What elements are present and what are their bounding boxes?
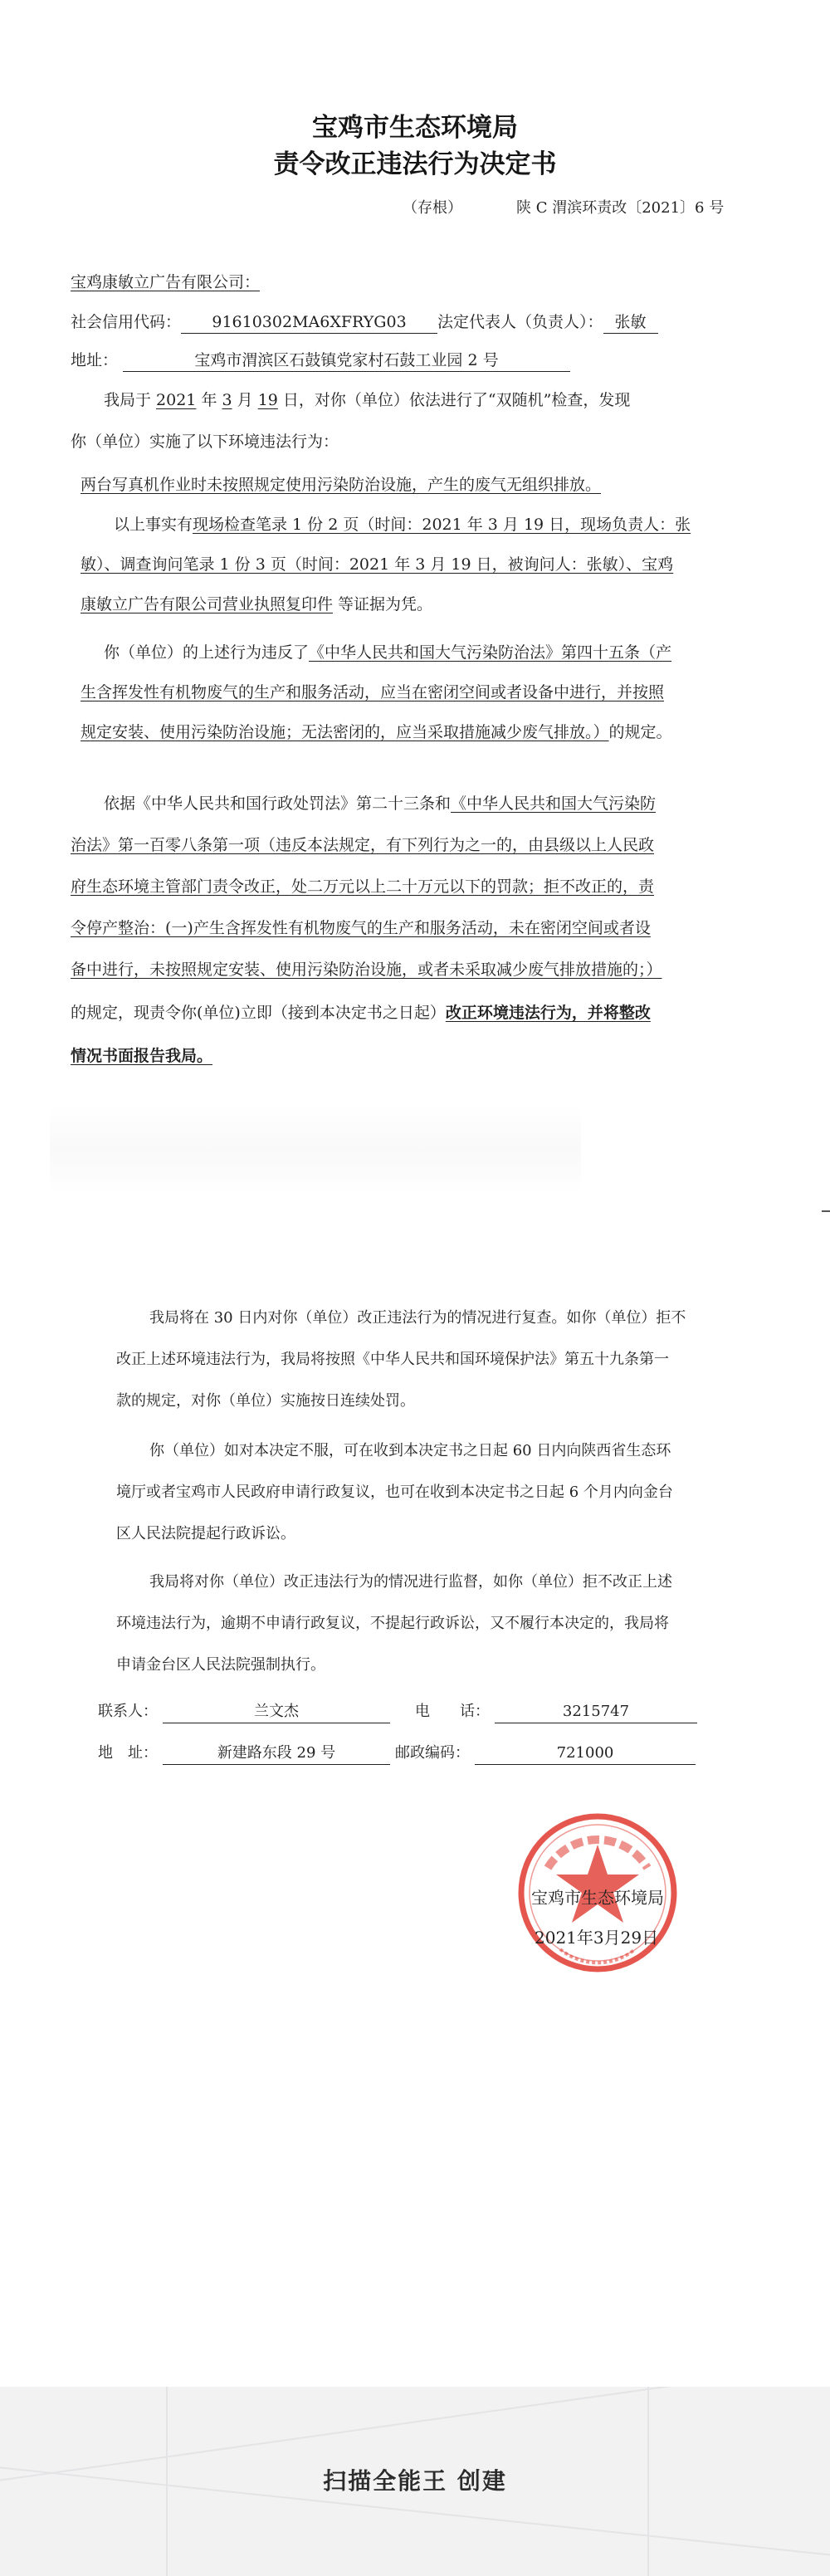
law-clause: 规定安装、使用污染防治设施；无法密闭的，应当采取措施减少废气排放。） (81, 723, 609, 741)
signature-date: 2021年3月29日 (535, 1928, 659, 1948)
stub-label: （存根） (403, 199, 462, 217)
order-action: 改正环境违法行为，并将整改 (445, 1004, 651, 1022)
evidence-line2: 敏）、调查询问笔录 1 份 3 页（时间：2021 年 3 月 19 日，被询问人：张敏）、宝鸡 (81, 555, 674, 574)
credit-label: 社会信用代码： (71, 313, 182, 331)
address-line (71, 347, 745, 374)
contact-person-label: 联系人： (98, 1703, 158, 1720)
doc-number: 陕 C 渭滨环责改〔2021〕6 号 (516, 199, 725, 217)
appeal-line1: 你（单位）如对本决定不服，可在收到本决定书之日起 60 日内向陕西省生态环 (149, 1442, 671, 1459)
basis-intro: 依据《中华人民共和国行政处罚法》第二十三条和 (104, 794, 452, 813)
evidence-outro: 等证据为凭。 (333, 595, 433, 613)
para1-line1 (104, 387, 778, 413)
basis-line4: 令停产整治：(一)产生含挥发性有机物废气的生产和服务活动，未在密闭空间或者设 (71, 919, 651, 937)
inspect-year: 2021 (156, 391, 197, 409)
para1-text-b: 年 (196, 391, 222, 409)
recipient-name: 宝鸡康敏立广告有限公司： (71, 273, 261, 291)
evidence-item3: 康敏立广告有限公司营业执照复印件 (81, 595, 334, 613)
signature-org: 宝鸡市生态环境局 (531, 1888, 664, 1908)
basis-line7: 情况书面报告我局。 (71, 1047, 213, 1065)
para1-text-d: 日，对你（单位）依法进行了“双随机”检查，发现 (277, 391, 631, 409)
address-value: 宝鸡市渭滨区石鼓镇党家村石鼓工业园 2 号 (123, 349, 570, 372)
evidence-line3 (81, 591, 754, 618)
contact-line2 (98, 1740, 772, 1767)
basis-law: 《中华人民共和国大气污染防 (451, 794, 657, 813)
contact-addr-label: 地 址： (98, 1744, 158, 1762)
law-intro: 你（单位）的上述行为违反了 (104, 643, 310, 662)
page-title: 宝鸡市生态环境局 (312, 113, 518, 143)
credit-code: 91610302MA6XFRYG03 (181, 311, 437, 334)
zip-label: 邮政编码： (395, 1744, 470, 1762)
scan-mark (822, 1210, 830, 1212)
violation-text: 两台写真机作业时未按照规定使用污染防治设施，产生的废气无组织排放。 (81, 476, 602, 494)
contact-person: 兰文杰 (163, 1701, 390, 1723)
contact-addr: 新建路东段 29 号 (163, 1743, 390, 1765)
evidence-intro: 以上事实有 (114, 516, 193, 534)
basis-line6 (71, 1000, 745, 1026)
review-line2: 改正上述环境违法行为，我局将按照《中华人民共和国环境保护法》第五十九条第一 (116, 1351, 669, 1368)
appeal-line2: 境厅或者宝鸡市人民政府申请行政复议，也可在收到本决定书之日起 6 个月内向金台 (116, 1484, 673, 1501)
rep-label: 法定代表人（负责人）： (437, 313, 603, 331)
contact-line1 (98, 1699, 772, 1725)
review-line3: 款的规定，对你（单位）实施按日连续处罚。 (116, 1392, 415, 1410)
order-text: 的规定，现责令你(单位)立即（接到本决定书之日起） (71, 1004, 446, 1022)
page-subtitle: 责令改正违法行为决定书 (273, 149, 557, 179)
para1-text-c: 月 (232, 391, 258, 409)
law-line3 (81, 719, 754, 745)
basis-line1 (104, 790, 778, 817)
appeal-line3: 区人民法院提起行政诉讼。 (116, 1525, 295, 1542)
inspect-day: 19 (257, 391, 278, 409)
law-article: 《中华人民共和国大气污染防治法》第四十五条（产 (309, 643, 672, 662)
para1-line2: 你（单位）实施了以下环境违法行为： (71, 433, 339, 451)
zip-code: 721000 (475, 1743, 696, 1765)
basis-line3: 府生态环境主管部门责令改正，处二万元以上二十万元以下的罚款；拒不改正的，责 (71, 877, 655, 896)
rep-name: 张敏 (603, 311, 658, 334)
scan-smudge (50, 1104, 581, 1195)
phone-number: 3215747 (495, 1701, 697, 1723)
supervise-line2: 环境违法行为，逾期不申请行政复议，不提起行政诉讼，又不履行本决定的，我局将 (116, 1615, 669, 1632)
supervise-line1: 我局将对你（单位）改正违法行为的情况进行监督，如你（单位）拒不改正上述 (149, 1573, 672, 1591)
evidence-line1 (114, 511, 788, 538)
inspect-month: 3 (222, 391, 232, 409)
footer-band (0, 2387, 830, 2576)
para1-text-a: 我局于 (104, 391, 157, 409)
review-line1: 我局将在 30 日内对你（单位）改正违法行为的情况进行复查。如你（单位）拒不 (149, 1309, 686, 1327)
law-outro: 的规定。 (608, 723, 672, 741)
law-line1 (104, 639, 778, 666)
evidence-item1: 现场检查笔录 1 份 2 页（时间：2021 年 3 月 19 日，现场负责人：张 (193, 516, 691, 534)
recipient (71, 269, 745, 296)
address-label: 地址： (71, 351, 119, 369)
basis-line5: 备中进行，未按照规定安装、使用污染防治设施，或者未采取减少废气排放措施的；） (71, 961, 662, 979)
footer-text: 扫描全能王 创建 (323, 2467, 507, 2495)
law-line2: 生含挥发性有机物废气的生产和服务活动，应当在密闭空间或者设备中进行，并按照 (81, 683, 665, 701)
credit-line (71, 309, 745, 335)
phone-label: 电 话： (415, 1703, 490, 1720)
supervise-line3: 申请金台区人民法院强制执行。 (116, 1656, 325, 1674)
basis-line2: 治法》第一百零八条第一项（违反本法规定，有下列行为之一的，由县级以上人民政 (71, 836, 655, 854)
